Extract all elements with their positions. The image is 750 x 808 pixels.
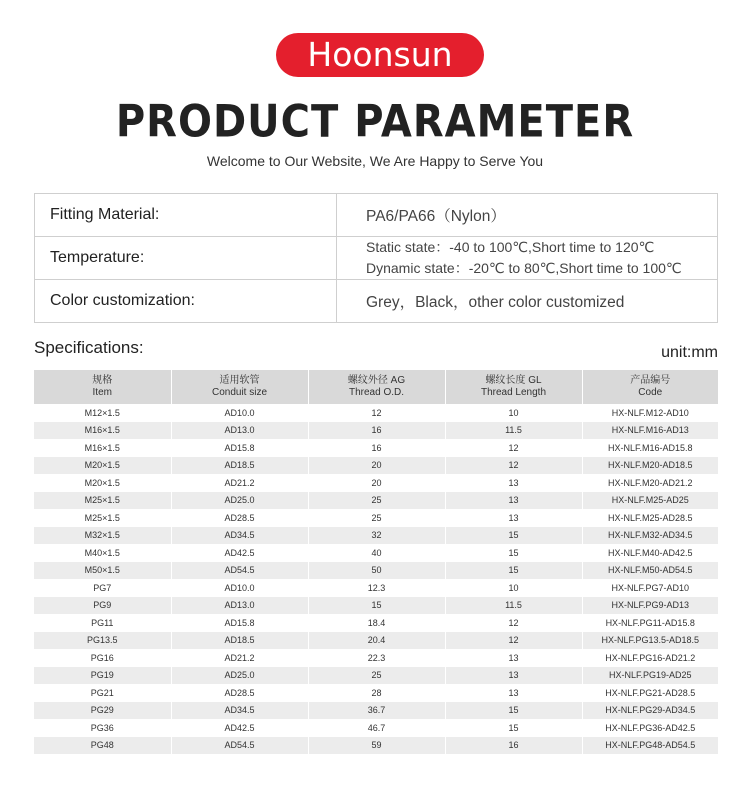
table-cell: 10 — [445, 404, 582, 422]
table-row — [34, 457, 718, 475]
param-label: Temperature: — [35, 237, 337, 280]
table-cell: 25 — [308, 509, 445, 527]
header-en: Conduit size — [211, 387, 268, 398]
table-row — [34, 649, 718, 667]
table-cell: 11.5 — [445, 597, 582, 615]
table-cell: AD13.0 — [171, 597, 308, 615]
table-cell: HX-NLF.M16-AD13 — [582, 422, 718, 440]
temperature-dynamic: Dynamic state：-20℃ to 80℃,Short time to 100℃ — [366, 260, 682, 276]
table-cell: PG36 — [90, 722, 114, 733]
table-cell: HX-NLF.PG13.5-AD18.5 — [582, 632, 718, 650]
table-cell: HX-NLF.PG48-AD54.5 — [582, 737, 718, 755]
table-cell: 50 — [308, 562, 445, 580]
header-cn: 适用软管 — [219, 375, 260, 386]
table-cell: 40 — [308, 544, 445, 562]
table-cell: HX-NLF.PG11-AD15.8 — [582, 614, 718, 632]
param-label: Color customization: — [35, 280, 337, 323]
table-cell: 13 — [445, 684, 582, 702]
table-row — [34, 614, 718, 632]
table-row — [34, 492, 718, 510]
table-row — [34, 422, 718, 440]
table-cell: HX-NLF.M40-AD42.5 — [582, 544, 718, 562]
param-row-temperature — [35, 237, 718, 280]
spec-column-header — [445, 370, 582, 404]
table-cell: 13 — [445, 492, 582, 510]
table-cell: M20×1.5 — [84, 477, 120, 488]
param-value: Grey，Black，other color customized — [337, 280, 718, 323]
table-cell: HX-NLF.PG36-AD42.5 — [582, 719, 718, 737]
table-cell: HX-NLF.M50-AD54.5 — [582, 562, 718, 580]
table-row — [34, 667, 718, 685]
table-cell: PG21 — [90, 687, 114, 698]
table-row — [34, 579, 718, 597]
table-cell: AD34.5 — [171, 702, 308, 720]
page-title: PRODUCT PARAMETER — [115, 96, 635, 148]
param-value: PA6/PA66（Nylon） — [337, 194, 718, 237]
table-cell: 12.3 — [308, 579, 445, 597]
table-row — [34, 474, 718, 492]
table-cell: M32×1.5 — [34, 527, 171, 545]
table-cell: AD42.5 — [171, 719, 308, 737]
param-row-material — [35, 194, 718, 237]
header-en: Thread O.D. — [348, 387, 405, 398]
table-cell: 36.7 — [308, 702, 445, 720]
spec-column-header — [582, 370, 718, 404]
param-row-color — [35, 280, 718, 323]
table-cell: AD54.5 — [171, 562, 308, 580]
unit-label: unit:mm — [661, 344, 718, 361]
table-cell: 12 — [445, 614, 582, 632]
brand-logo: Hoonsun — [276, 33, 484, 77]
table-cell: 15 — [445, 544, 582, 562]
table-cell: AD28.5 — [171, 684, 308, 702]
table-cell: 46.7 — [308, 719, 445, 737]
table-cell: M40×1.5 — [84, 547, 120, 558]
table-cell: PG19 — [34, 667, 171, 685]
table-cell: 12 — [445, 457, 582, 475]
header-cn: 螺纹长度 GL — [485, 375, 542, 386]
table-cell: 13 — [445, 509, 582, 527]
table-cell: AD18.5 — [171, 632, 308, 650]
table-cell: M25×1.5 — [84, 512, 120, 523]
spec-column-header — [171, 370, 308, 404]
table-cell: 11.5 — [445, 422, 582, 440]
parameter-table — [34, 193, 718, 323]
table-cell: AD21.2 — [171, 474, 308, 492]
table-cell: 13 — [445, 474, 582, 492]
table-cell: M12×1.5 — [84, 407, 120, 418]
table-cell: 12 — [308, 404, 445, 422]
table-cell: AD10.0 — [171, 579, 308, 597]
spec-column-header — [308, 370, 445, 404]
table-row — [34, 719, 718, 737]
table-cell: 15 — [445, 719, 582, 737]
header-en: Thread Length — [480, 387, 547, 398]
table-cell: M25×1.5 — [34, 492, 171, 510]
table-cell: HX-NLF.M25-AD28.5 — [582, 509, 718, 527]
table-cell: 16 — [445, 737, 582, 755]
spec-body — [34, 404, 718, 754]
table-cell: 15 — [445, 527, 582, 545]
header-cn: 产品编号 — [630, 375, 671, 386]
table-cell: 18.4 — [308, 614, 445, 632]
header-en: Code — [638, 387, 663, 398]
table-cell: PG9 — [34, 597, 171, 615]
table-cell: AD42.5 — [171, 544, 308, 562]
table-cell: PG48 — [34, 737, 171, 755]
table-cell: 20.4 — [308, 632, 445, 650]
table-row — [34, 527, 718, 545]
table-cell: PG7 — [93, 582, 112, 593]
specifications-heading: Specifications: — [34, 338, 144, 357]
table-cell: AD28.5 — [171, 509, 308, 527]
table-cell: AD15.8 — [171, 614, 308, 632]
table-row — [34, 404, 718, 422]
table-cell: PG16 — [90, 652, 114, 663]
table-cell: AD15.8 — [171, 439, 308, 457]
specifications-table — [34, 370, 718, 754]
param-value — [337, 237, 718, 280]
param-label: Fitting Material: — [35, 194, 337, 237]
table-row — [34, 737, 718, 755]
table-cell: 25 — [308, 667, 445, 685]
table-cell: HX-NLF.M32-AD34.5 — [582, 527, 718, 545]
page-subtitle: Welcome to Our Website, We Are Happy to Serve You — [206, 153, 544, 169]
table-cell: 25 — [308, 492, 445, 510]
table-cell: 13 — [445, 667, 582, 685]
table-cell: 59 — [308, 737, 445, 755]
table-cell: AD25.0 — [171, 492, 308, 510]
table-cell: 16 — [308, 422, 445, 440]
table-cell: 28 — [308, 684, 445, 702]
table-cell: HX-NLF.M12-AD10 — [582, 404, 718, 422]
table-cell: 15 — [308, 597, 445, 615]
table-cell: 20 — [308, 474, 445, 492]
table-cell: HX-NLF.PG29-AD34.5 — [582, 702, 718, 720]
header-en: Item — [92, 387, 112, 398]
table-cell: M16×1.5 — [84, 442, 120, 453]
table-cell: M20×1.5 — [34, 457, 171, 475]
header-cn: 螺纹外径 AG — [347, 375, 406, 386]
table-cell: 15 — [445, 702, 582, 720]
table-cell: HX-NLF.M20-AD21.2 — [582, 474, 718, 492]
header-cn: 规格 — [92, 375, 113, 386]
table-row — [34, 439, 718, 457]
table-cell: HX-NLF.PG9-AD13 — [582, 597, 718, 615]
table-cell: 32 — [308, 527, 445, 545]
table-cell: HX-NLF.M20-AD18.5 — [582, 457, 718, 475]
table-cell: HX-NLF.M25-AD25 — [582, 492, 718, 510]
table-cell: 12 — [445, 632, 582, 650]
table-row — [34, 544, 718, 562]
table-cell: PG13.5 — [34, 632, 171, 650]
table-cell: AD25.0 — [171, 667, 308, 685]
table-cell: M50×1.5 — [34, 562, 171, 580]
table-cell: PG11 — [91, 617, 114, 628]
table-cell: HX-NLF.PG21-AD28.5 — [582, 684, 718, 702]
table-row — [34, 702, 718, 720]
table-row — [34, 632, 718, 650]
table-cell: 22.3 — [308, 649, 445, 667]
table-cell: AD54.5 — [171, 737, 308, 755]
table-cell: HX-NLF.PG7-AD10 — [582, 579, 718, 597]
table-cell: AD18.5 — [171, 457, 308, 475]
table-cell: 13 — [445, 649, 582, 667]
table-cell: 20 — [308, 457, 445, 475]
table-cell: PG29 — [34, 702, 171, 720]
table-cell: HX-NLF.M16-AD15.8 — [582, 439, 718, 457]
table-cell: AD10.0 — [171, 404, 308, 422]
table-cell: M16×1.5 — [34, 422, 171, 440]
table-row — [34, 597, 718, 615]
table-cell: 15 — [445, 562, 582, 580]
spec-column-header — [34, 370, 171, 404]
temperature-static: Static state：-40 to 100℃,Short time to 120℃ — [366, 239, 655, 255]
table-row — [34, 509, 718, 527]
table-cell: AD13.0 — [171, 422, 308, 440]
table-row — [34, 562, 718, 580]
table-cell: AD34.5 — [171, 527, 308, 545]
table-cell: HX-NLF.PG19-AD25 — [582, 667, 718, 685]
table-cell: 12 — [445, 439, 582, 457]
table-cell: 10 — [445, 579, 582, 597]
table-cell: 16 — [308, 439, 445, 457]
spec-header-row — [34, 370, 718, 404]
table-cell: AD21.2 — [171, 649, 308, 667]
table-cell: HX-NLF.PG16-AD21.2 — [582, 649, 718, 667]
table-row — [34, 684, 718, 702]
